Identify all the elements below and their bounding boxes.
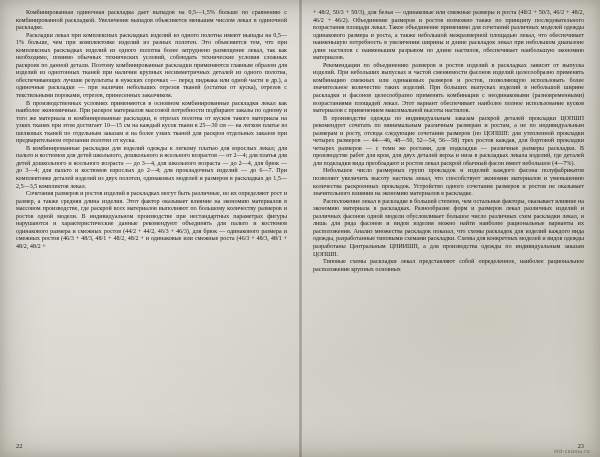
watermark-text: old-сканы.ru xyxy=(553,449,590,455)
paragraph: В производственных условиях применяются в основном комбинированные раскладки лекал как наиболее экономичные. При раскрое материалов массовой потребности подбирают заказы по одному и того же материала и комбинированные раскладки, в отрезах полотна от кусков такого материала на узких тканях при этом достигает 10—15 см на каждый кусок ткани в 25—30 см — на легком платье из шелковых тканей по отдельным заказам и на более узких тканей для раскроя отдельных заказов при предварительном отрезании полотен от куска. xyxy=(16,100,287,145)
paragraph: Типовые схемы раскладки лекал представляют собой определенное, наиболее рациональное расположение крупных основных xyxy=(313,259,584,273)
paragraph: Небольшое число размерных групп прокладок и изделий каждого фасона полуфабрикатов позволяет увеличить высоту настила лекал, что способствует экономии материалов и уменьшению количества раскроенных прокладок. Устройство одного сочетания размеров и ростов не оказывает значительного влияния на экономию материалов в раскладке. xyxy=(313,168,584,198)
right-page-column xyxy=(300,0,600,457)
paragraph: Сочетания размеров и ростов изделий в раскладках могут быть различные, но их определяют рост и размер, а также средняя длина изделия. Этот фактор оказывает влияние на экономию материалов в массовом производстве, где раскрой всех материалов выполняют по большому количеству размеров и ростов одной модели. В индивидуальном производстве при нестандартных параметрах фигуры нарушаются и характеристические данные рекомендуют объединять для пальто и костюмов одинакового размера и смежных ростов (44/2 + 44/2, 46/3 + 46/3), для брюк — одинакового размера и смежных ростов (46/3 + 48/3, 48/1 + 48/2, 48/2 + и одинаковые или смежные роста (46/3 + 48/3, 48/1 + 48/2, 48/2 + xyxy=(16,191,287,250)
paragraph: В комбинированные раскладки для изделий одежды к легкому платью для взрослых лекал; для пальто и костюмов для детей школьного, дошкольного и ясельного возрастов — от 2—4; для платья для детей дошкольного и ясельного возраста — до 3—4, для школьного возраста — до 2—4, для брюк — до 3—4; для пальто и костюмов взрослых до 2—4; для прокладочных изделий — до 6—7. При комплектовке деталей изделий из двух полотен, одинаковых моделей и размеров в раскладках до 1,5—2,5—3,5 комплектов лекал. xyxy=(16,145,287,190)
paragraph: Комбинированная одиночная раскладка дает выпадов на 0,5—1,5% больше по сравнению с комбинированной раскладкой. Увеличение выпадов объясняется меньшим числом лекал в одиночной раскладке. xyxy=(16,10,287,32)
book-gutter xyxy=(299,0,302,457)
page-number-left: 22 xyxy=(16,443,23,450)
paragraph: Раскладки лекал при комплексных раскладках изделий из одного полотна имеют выпады на 0,5—1% больше, чем при комплектовке изделий из разных полотен. Это объясняется тем, что при комплексных раскладках изделий из одного полотна более затруднено размещение лекал, так как необходимо, помимо обычных технических условий, соблюдать технические условия сложных раскроев по данной детали. Поэтому комбинированные раскладки применяются главным образом для изделий из однотонных тканей при наличии крупных несимметричных деталей из одного полотна, обеспечивающих лучшие результаты в нужских сорочках — перед пиджака или одной части и др.), а одиночные раскладки — при наличии небольших отрезов тканей (остатки от куска), отрезов с текстильными пороками, отрезов, принесенных заказчиком. xyxy=(16,32,287,100)
page-number-right: 23 xyxy=(577,443,584,450)
paragraph: Расположение лекал в раскладке в большей степени, чем остальные факторы, оказывает влияние на экономию материала в раскладках. Разнообразие форм и размеров лекал различных изделий и различных фасонов одной модели обусловливает большое число различных схем раскладки лекал, и лишь для ряда фасонов и видов изделия можно найти наиболее рациональные варианты их расположения. Анализ множества раскладок показал, что схемы раскладок для изделий каждого вида одежды, разработанные типовыми схемами раскладки. Схемы для конкретных моделей и видов одежды разработаны Центральным ЦНИИШП, а для производства одежды по индивидуальным заказам ЦОПШП. xyxy=(313,198,584,258)
paragraph: Рекомендации по объединению размеров и ростов изделий в раскладках зависят от выпуска изделий. При небольших выпусках и частой сменяемости фасонов изделий целесообразно применять комбинацию смежных или одинаковых размеров и ростов, позволяющую использовать более значительное количество таких изделий. При больших выпусках изделий в небольшой ширине раскладки и фасонов целесообразно применять комбинации с неодинаковыми (разновременными) возрастаниями площадей лекал. Этот вариант обеспечивает наиболее полное использование кусков материалов с применением максимальной высоты настилов. xyxy=(313,62,584,115)
paragraph: В производстве одежды по индивидуальным заказам раскрой деталей прокладки ЦОПШП рекомендует сочетать по минимальным различным размерам и ростам, а не по индивидуальным размерам и росту, отсюда следующие сочетания размеров (по ЦОПШП: для утепленной прокладки четырех размеров — 44—46, 48—50, 52—54, 56—58) трех ростов каждая, для бортовой прокладки четырех размеров — с теми же ростами, для подкладки — различные размеры раскладки. В производстве работ для кроя, для двух деталей верха и низа в раскладках лекала изделий, где деталей для подкладки вида преобладают и ростов лекал раскрой обычный фасон имеет небольшое (4—7%). xyxy=(313,115,584,167)
paragraph: + 48/2, 50/3 + 50/3), для белья — одинаковые или смежные размеры и роста (48/2 + 50/3, 46/2 + 48/2, 46/2 + 46/2). Объединение размеров и ростов возможно также по принципу последовательного возрастания площади лекал. Такое объединение применимо для сочетаний различных моделей одежды одинакового размера и роста, а также небольшой межразмерной площадью лекал, что обеспечивает наименьшую потребность в увеличении ширины и длине раскладок лекал при небольшом диапазоне длин настилов с наименьшим разрывом по длине настилов, обеспечивает наибольшую экономию материалов. xyxy=(313,10,584,62)
